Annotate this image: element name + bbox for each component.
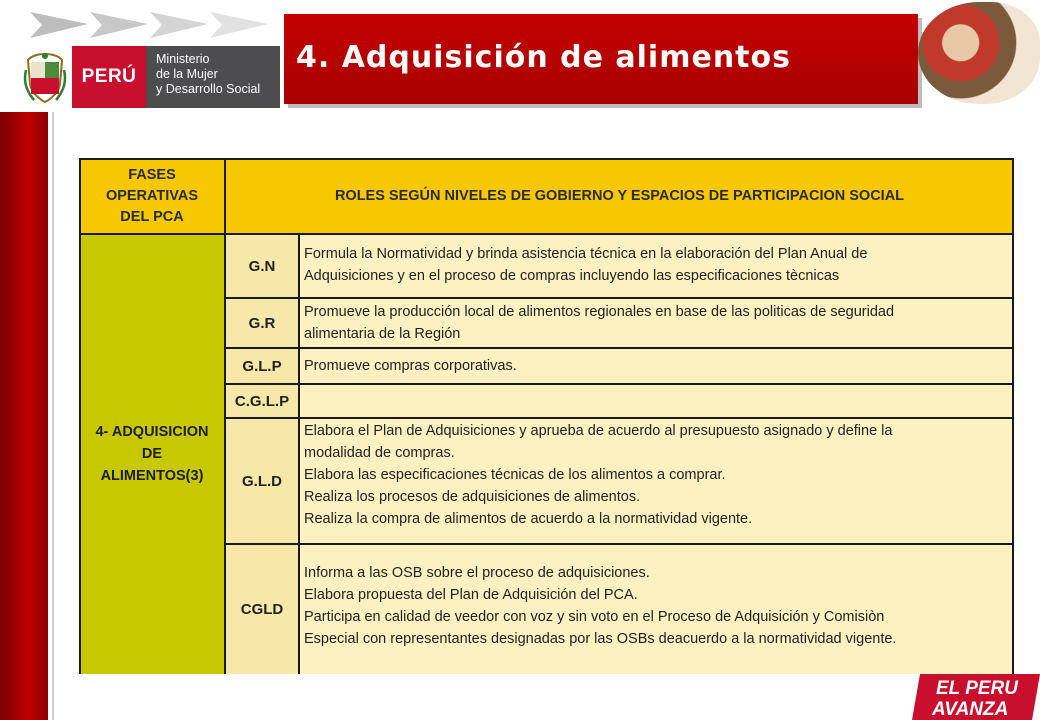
table-border (225, 383, 1014, 385)
side-divider (52, 112, 54, 720)
description-line: modalidad de compras. (304, 445, 455, 461)
role-cell: CGLD (225, 544, 299, 674)
ministry-line: y Desarrollo Social (156, 82, 261, 96)
coat-of-arms-icon (22, 50, 68, 106)
role-description (299, 298, 1014, 348)
role-description (299, 234, 1014, 298)
logo-text-line: EL PERU (936, 678, 1019, 699)
ministry-line: Ministerio (156, 52, 210, 66)
table-border (79, 158, 81, 674)
roles-table (79, 158, 1014, 674)
role-description (299, 348, 1014, 384)
peru-label: PERÚ (72, 46, 146, 108)
ministry-logo (22, 46, 280, 108)
table-border (79, 233, 1014, 235)
table-border (298, 234, 300, 674)
role-cell: G.L.D (225, 418, 299, 544)
ministry-line: de la Mujer (156, 67, 218, 81)
el-peru-avanza-logo (912, 674, 1040, 720)
decorative-arrows (30, 10, 270, 40)
description-line: Especial con representantes designadas por las OSBs deacuerdo a la normatividad vigente. (304, 631, 897, 647)
role-description (299, 418, 1014, 544)
table-border (224, 158, 226, 674)
phase-line: ALIMENTOS(3) (100, 468, 204, 484)
role-description (299, 544, 1014, 674)
side-decoration-bar (0, 112, 48, 720)
header-phase-line: OPERATIVAS (105, 187, 199, 204)
children-photo (918, 2, 1040, 104)
role-cell: G.R (225, 298, 299, 348)
title-banner (284, 14, 918, 104)
description-line: Elabora el Plan de Adquisiciones y aprueba de acuerdo al presupuesto asignado y define la (304, 423, 893, 439)
description-line: Realiza la compra de alimentos de acuerdo a la normatividad vigente. (304, 511, 753, 527)
description-line: Realiza los procesos de adquisiciones de alimentos. (304, 489, 641, 505)
table-border (225, 417, 1014, 419)
header-roles: ROLES SEGÚN NIVELES DE GOBIERNO Y ESPACIOS DE PARTICIPACION SOCIAL (225, 158, 1014, 234)
header-phases (79, 158, 225, 234)
description-line: Promueve compras corporativas. (304, 358, 517, 374)
header-phase-line: DEL PCA (120, 208, 184, 225)
logo-text-line: AVANZA (932, 699, 1009, 720)
table-border (79, 158, 1014, 160)
table-border (225, 543, 1014, 545)
phase-line: 4- ADQUISICION (95, 424, 209, 440)
description-line: Informa a las OSB sobre el proceso de adquisiciones. (304, 565, 650, 581)
page-title: 4. Adquisición de alimentos (296, 40, 791, 75)
table-border (225, 297, 1014, 299)
phase-line: DE (141, 446, 163, 462)
description-line: Elabora las especificaciones técnicas de los alimentos a comprar. (304, 467, 726, 483)
phase-cell (79, 234, 225, 674)
role-cell: C.G.L.P (225, 384, 299, 418)
description-line: Participa en calidad de veedor con voz y sin voto en el Proceso de Adquisición y Comisiòn (304, 609, 885, 625)
table-border (225, 347, 1014, 349)
description-line: Adquisiciones y en el proceso de compras incluyendo las especificaciones tècnicas (304, 268, 840, 284)
table-border (1012, 158, 1014, 674)
description-line: Elabora propuesta del Plan de Adquisición del PCA. (304, 587, 638, 603)
role-cell: G.N (225, 234, 299, 298)
ministry-name (146, 46, 280, 108)
role-description-empty (299, 384, 1014, 418)
role-cell: G.L.P (225, 348, 299, 384)
description-line: Promueve la producción local de alimentos regionales en base de las politicas de seguridad (304, 304, 895, 320)
description-line: alimentaria de la Región (304, 326, 461, 342)
description-line: Formula la Normatividad y brinda asistencia técnica en la elaboración del Plan Anual de (304, 246, 868, 262)
header-phase-line: FASES (128, 166, 176, 183)
